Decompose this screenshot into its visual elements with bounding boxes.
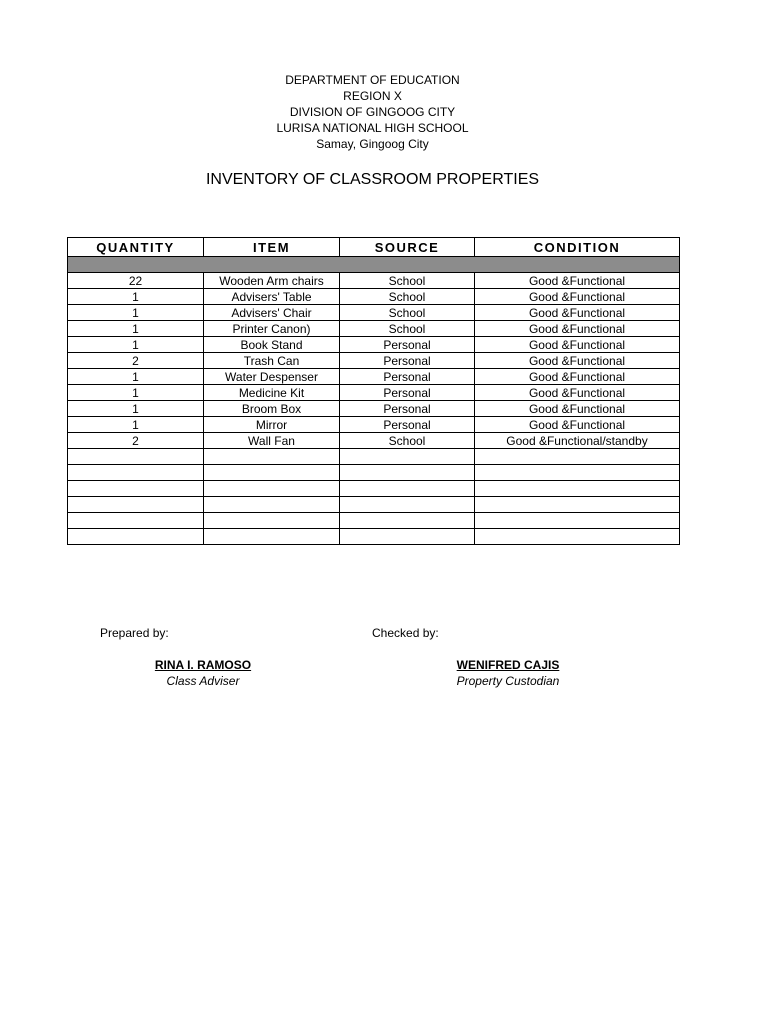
cell-quantity: 1 bbox=[68, 321, 204, 337]
cell-source: Personal bbox=[340, 417, 475, 433]
empty-cell bbox=[204, 481, 340, 497]
inventory-table bbox=[67, 237, 680, 545]
cell-quantity: 2 bbox=[68, 353, 204, 369]
prepared-by-label: Prepared by: bbox=[100, 626, 169, 640]
table-row bbox=[68, 273, 680, 289]
table-row bbox=[68, 401, 680, 417]
empty-cell bbox=[68, 513, 204, 529]
empty-cell bbox=[68, 529, 204, 545]
empty-cell bbox=[204, 513, 340, 529]
cell-item: Medicine Kit bbox=[204, 385, 340, 401]
table-row bbox=[68, 369, 680, 385]
header-division: DIVISION OF GINGOOG CITY bbox=[289, 105, 456, 119]
empty-table-row bbox=[68, 481, 680, 497]
column-header-source: SOURCE bbox=[340, 238, 475, 257]
cell-quantity: 1 bbox=[68, 337, 204, 353]
document-header bbox=[0, 72, 745, 152]
prepared-by-name: RINA I. RAMOSO bbox=[154, 658, 252, 672]
cell-condition: Good &Functional bbox=[475, 273, 680, 289]
checked-by-label: Checked by: bbox=[372, 626, 439, 640]
empty-cell bbox=[340, 529, 475, 545]
cell-item: Mirror bbox=[204, 417, 340, 433]
cell-source: Personal bbox=[340, 353, 475, 369]
cell-source: Personal bbox=[340, 401, 475, 417]
cell-condition: Good &Functional bbox=[475, 385, 680, 401]
cell-condition: Good &Functional bbox=[475, 369, 680, 385]
cell-condition: Good &Functional bbox=[475, 289, 680, 305]
table-row bbox=[68, 289, 680, 305]
empty-cell bbox=[68, 481, 204, 497]
header-address: Samay, Gingoog City bbox=[316, 137, 429, 151]
table-row bbox=[68, 385, 680, 401]
cell-condition: Good &Functional/standby bbox=[475, 433, 680, 449]
empty-cell bbox=[340, 497, 475, 513]
header-school: LURISA NATIONAL HIGH SCHOOL bbox=[276, 121, 469, 135]
empty-cell bbox=[68, 497, 204, 513]
column-header-condition: CONDITION bbox=[475, 238, 680, 257]
cell-quantity: 1 bbox=[68, 369, 204, 385]
table-row bbox=[68, 353, 680, 369]
empty-table-row bbox=[68, 529, 680, 545]
empty-cell bbox=[340, 449, 475, 465]
cell-condition: Good &Functional bbox=[475, 401, 680, 417]
empty-cell bbox=[340, 481, 475, 497]
cell-quantity: 1 bbox=[68, 289, 204, 305]
cell-source: Personal bbox=[340, 337, 475, 353]
table-row bbox=[68, 337, 680, 353]
empty-table-row bbox=[68, 465, 680, 481]
cell-source: School bbox=[340, 433, 475, 449]
checked-by-role: Property Custodian bbox=[456, 674, 560, 688]
table-row bbox=[68, 433, 680, 449]
document-title: INVENTORY OF CLASSROOM PROPERTIES bbox=[205, 171, 540, 188]
cell-source: School bbox=[340, 289, 475, 305]
empty-cell bbox=[475, 497, 680, 513]
cell-source: Personal bbox=[340, 385, 475, 401]
table-body bbox=[68, 257, 680, 545]
cell-item: Wooden Arm chairs bbox=[204, 273, 340, 289]
empty-cell bbox=[340, 513, 475, 529]
cell-source: Personal bbox=[340, 369, 475, 385]
cell-quantity: 22 bbox=[68, 273, 204, 289]
cell-quantity: 1 bbox=[68, 401, 204, 417]
cell-condition: Good &Functional bbox=[475, 305, 680, 321]
empty-cell bbox=[475, 465, 680, 481]
cell-condition: Good &Functional bbox=[475, 417, 680, 433]
cell-item: Advisers' Table bbox=[204, 289, 340, 305]
cell-item: Water Despenser bbox=[204, 369, 340, 385]
cell-item: Broom Box bbox=[204, 401, 340, 417]
empty-cell bbox=[475, 529, 680, 545]
cell-source: School bbox=[340, 273, 475, 289]
cell-source: School bbox=[340, 321, 475, 337]
prepared-by-role: Class Adviser bbox=[166, 674, 240, 688]
table-row bbox=[68, 305, 680, 321]
column-header-quantity: QUANTITY bbox=[68, 238, 204, 257]
cell-item: Book Stand bbox=[204, 337, 340, 353]
empty-cell bbox=[475, 513, 680, 529]
header-region: REGION X bbox=[343, 89, 402, 103]
cell-item: Printer Canon) bbox=[204, 321, 340, 337]
column-header-item: ITEM bbox=[204, 238, 340, 257]
table-header-row bbox=[68, 238, 680, 257]
cell-item: Trash Can bbox=[204, 353, 340, 369]
table-row bbox=[68, 417, 680, 433]
empty-cell bbox=[204, 497, 340, 513]
empty-cell bbox=[204, 449, 340, 465]
separator-cell bbox=[68, 257, 680, 273]
cell-quantity: 2 bbox=[68, 433, 204, 449]
empty-table-row bbox=[68, 513, 680, 529]
header-department: DEPARTMENT OF EDUCATION bbox=[285, 73, 460, 87]
cell-item: Wall Fan bbox=[204, 433, 340, 449]
empty-table-row bbox=[68, 449, 680, 465]
empty-cell bbox=[475, 481, 680, 497]
checked-by-name: WENIFRED CAJIS bbox=[456, 658, 560, 672]
cell-condition: Good &Functional bbox=[475, 353, 680, 369]
table-row bbox=[68, 321, 680, 337]
empty-cell bbox=[68, 449, 204, 465]
empty-cell bbox=[204, 465, 340, 481]
cell-condition: Good &Functional bbox=[475, 321, 680, 337]
cell-source: School bbox=[340, 305, 475, 321]
empty-table-row bbox=[68, 497, 680, 513]
empty-cell bbox=[68, 465, 204, 481]
cell-quantity: 1 bbox=[68, 385, 204, 401]
empty-cell bbox=[475, 449, 680, 465]
empty-cell bbox=[340, 465, 475, 481]
cell-quantity: 1 bbox=[68, 417, 204, 433]
cell-quantity: 1 bbox=[68, 305, 204, 321]
cell-item: Advisers' Chair bbox=[204, 305, 340, 321]
table-separator-row bbox=[68, 257, 680, 273]
empty-cell bbox=[204, 529, 340, 545]
cell-condition: Good &Functional bbox=[475, 337, 680, 353]
